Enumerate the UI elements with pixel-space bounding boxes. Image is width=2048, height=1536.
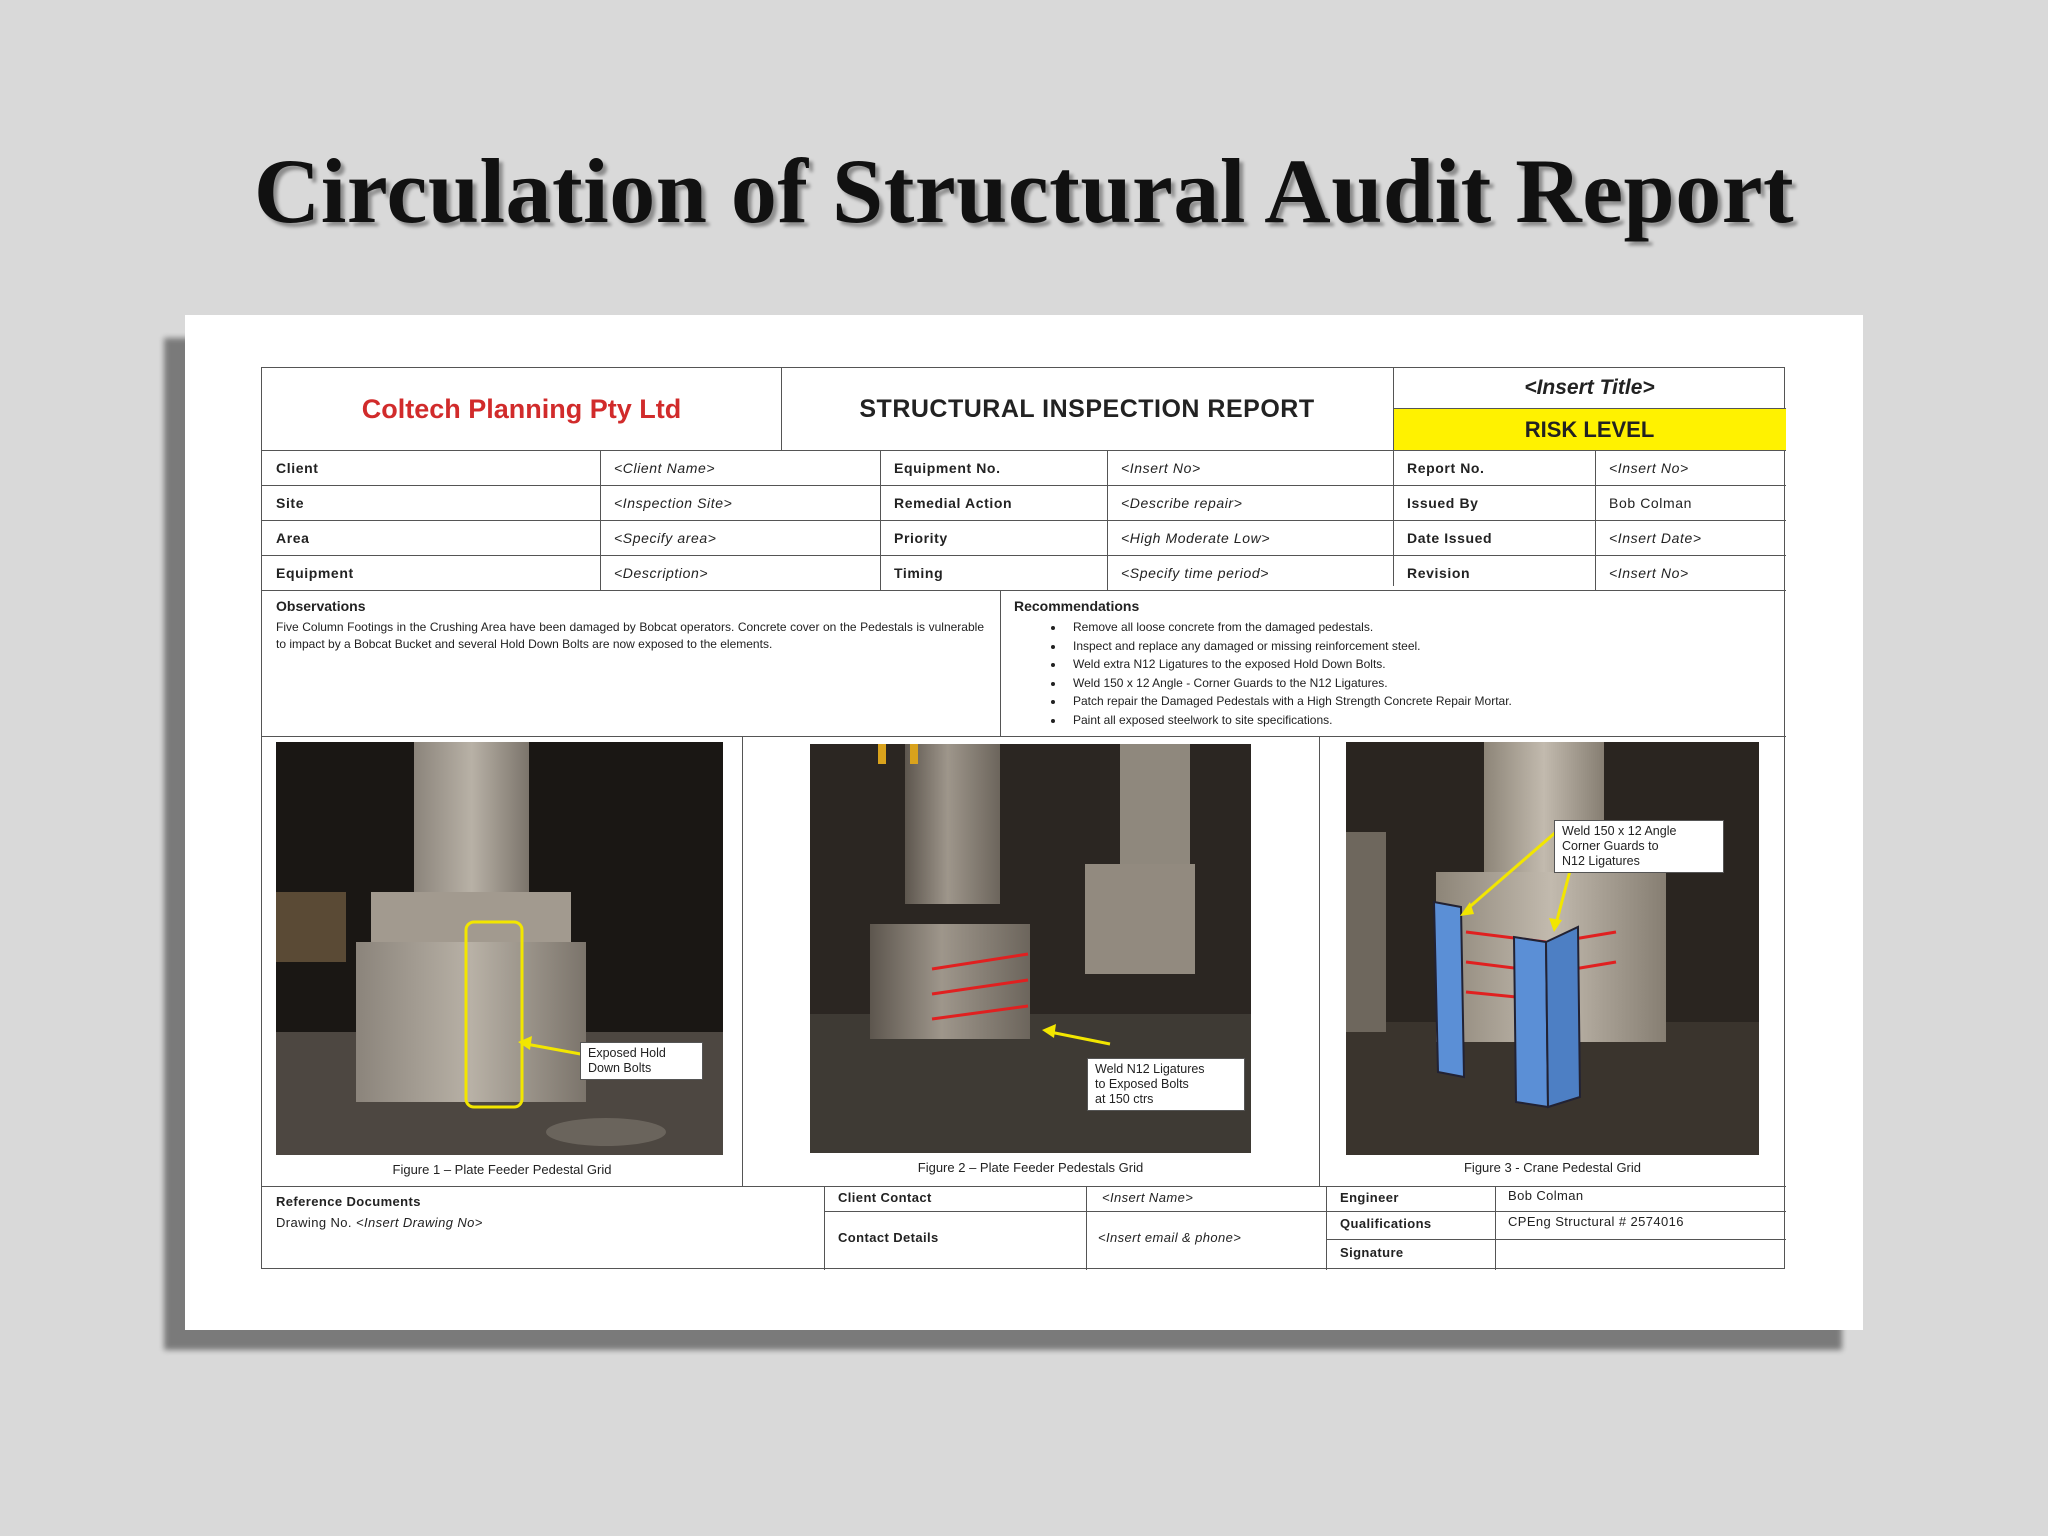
priority-label: Priority	[894, 529, 948, 546]
date-issued-value: <Insert Date>	[1609, 529, 1702, 546]
observations-heading: Observations	[276, 598, 366, 614]
drawing-no-label: Drawing No.	[276, 1215, 352, 1230]
contact-details-value: <Insert email & phone>	[1098, 1230, 1242, 1245]
issued-by-value: Bob Colman	[1609, 494, 1693, 511]
callout-line: Weld N12 Ligatures	[1095, 1062, 1205, 1076]
priority-value: <High Moderate Low>	[1121, 529, 1271, 546]
equipment-no-label: Equipment No.	[894, 459, 1001, 476]
callout-line: to Exposed Bolts	[1095, 1077, 1189, 1091]
engineer-value: Bob Colman	[1508, 1188, 1584, 1203]
figure-3-callout	[1554, 820, 1724, 873]
client-contact-value: <Insert Name>	[1102, 1190, 1194, 1205]
area-value: <Specify area>	[614, 529, 717, 546]
date-issued-label: Date Issued	[1407, 529, 1493, 546]
callout-line: Down Bolts	[588, 1061, 652, 1075]
revision-label: Revision	[1407, 564, 1471, 581]
remedial-action-value: <Describe repair>	[1121, 494, 1243, 511]
site-label: Site	[276, 494, 305, 511]
drawing-no-value: <Insert Drawing No>	[355, 1215, 483, 1230]
equipment-value: <Description>	[614, 564, 709, 581]
issued-by-label: Issued By	[1407, 494, 1479, 511]
observations-section	[276, 598, 984, 653]
engineer-label: Engineer	[1340, 1190, 1399, 1205]
client-contact-label: Client Contact	[838, 1190, 932, 1205]
recommendations-heading: Recommendations	[1014, 598, 1140, 614]
figure-3-caption: Figure 3 - Crane Pedestal Grid	[1463, 1160, 1642, 1175]
recommendation-item: • Patch repair the Damaged Pedestals with a High Strength Concrete Repair Mortar.	[1065, 692, 1774, 711]
observations-text: Five Column Footings in the Crushing Area have been damaged by Bobcat operators. Concrete cover on the Pedestals is vulnerable to impact by a Bobcat Bucket and several Hold Down Bolts are now exposed to the elements.	[276, 620, 984, 651]
recommendations-section	[1014, 598, 1774, 729]
recommendations-list	[1014, 618, 1774, 729]
recommendation-item: • Inspect and replace any damaged or missing reinforcement steel.	[1065, 637, 1774, 656]
drawing-no	[276, 1215, 483, 1230]
equipment-no-value: <Insert No>	[1121, 459, 1201, 476]
client-label: Client	[276, 459, 319, 476]
signature-label: Signature	[1340, 1245, 1404, 1260]
report-title: STRUCTURAL INSPECTION REPORT	[859, 394, 1315, 423]
client-value: <Client Name>	[614, 459, 716, 476]
revision-value: <Insert No>	[1609, 564, 1689, 581]
callout-line: Weld 150 x 12 Angle	[1562, 824, 1677, 838]
area-label: Area	[276, 529, 310, 546]
figure-1-photo	[276, 742, 723, 1155]
figure-2-caption: Figure 2 – Plate Feeder Pedestals Grid	[917, 1160, 1144, 1175]
figure-1-caption: Figure 1 – Plate Feeder Pedestal Grid	[392, 1162, 612, 1177]
recommendation-item: • Weld extra N12 Ligatures to the exposed Hold Down Bolts.	[1065, 655, 1774, 674]
callout-line: Corner Guards to	[1562, 839, 1659, 853]
qualifications-value: CPEng Structural # 2574016	[1508, 1214, 1684, 1229]
callout-line: Exposed Hold	[588, 1046, 666, 1060]
recommendation-item: • Weld 150 x 12 Angle - Corner Guards to the N12 Ligatures.	[1065, 674, 1774, 693]
report-no-label: Report No.	[1407, 459, 1485, 476]
figure-2-callout	[1087, 1058, 1245, 1111]
report-card	[185, 315, 1863, 1330]
site-value: <Inspection Site>	[614, 494, 733, 511]
callout-line: N12 Ligatures	[1562, 854, 1640, 868]
inspection-report	[261, 367, 1785, 1269]
timing-value: <Specify time period>	[1121, 564, 1270, 581]
figure-1-callout	[580, 1042, 703, 1080]
slide-title: Circulation of Structural Audit Report	[253, 140, 1795, 242]
equipment-label: Equipment	[276, 564, 354, 581]
reference-documents-heading: Reference Documents	[276, 1194, 421, 1209]
figure-3-photo	[1346, 742, 1759, 1155]
contact-details-label: Contact Details	[838, 1230, 939, 1245]
risk-level: RISK LEVEL	[1393, 409, 1786, 450]
remedial-action-label: Remedial Action	[894, 494, 1013, 511]
recommendation-item: • Paint all exposed steelwork to site specifications.	[1065, 711, 1774, 730]
recommendation-item: • Remove all loose concrete from the damaged pedestals.	[1065, 618, 1774, 637]
timing-label: Timing	[894, 564, 944, 581]
qualifications-label: Qualifications	[1340, 1216, 1432, 1231]
report-no-value: <Insert No>	[1609, 459, 1689, 476]
company-name: Coltech Planning Pty Ltd	[361, 393, 682, 424]
callout-line: at 150 ctrs	[1095, 1092, 1154, 1106]
insert-title: <Insert Title>	[1524, 376, 1655, 399]
